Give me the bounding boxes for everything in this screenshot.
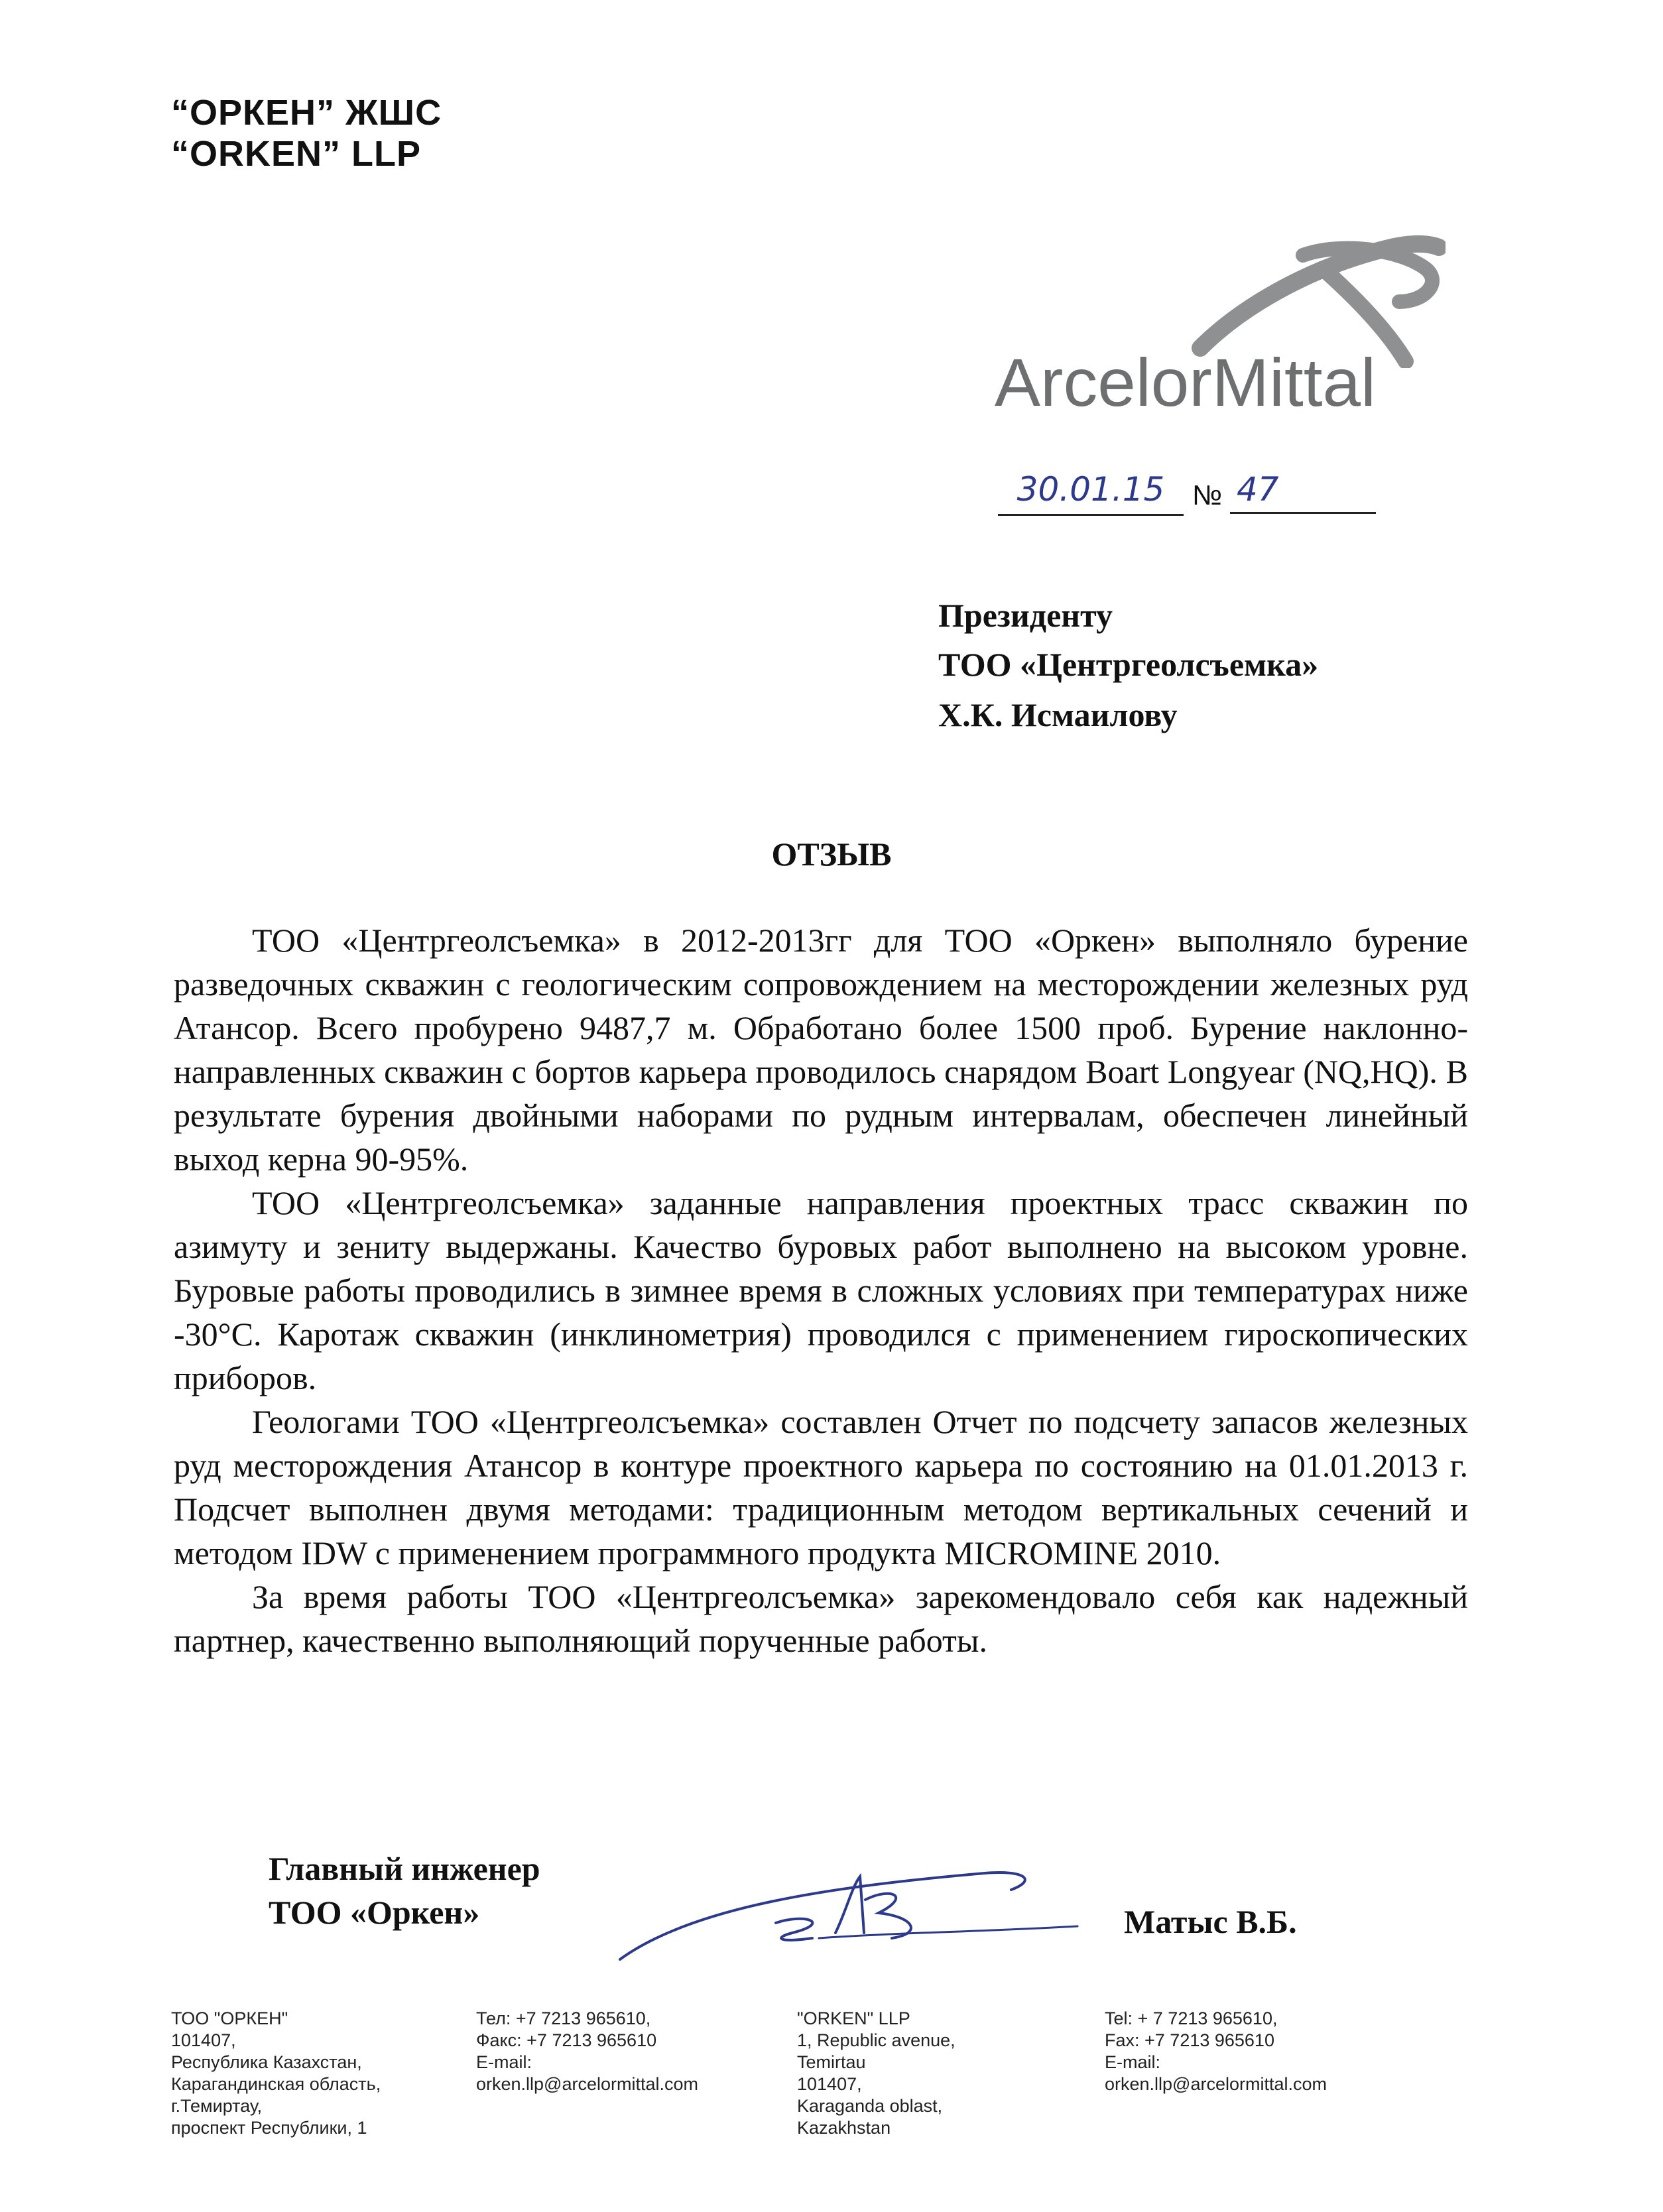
- footer-line: Kazakhstan: [797, 2118, 891, 2138]
- footer-line: E-mail:: [1105, 2052, 1161, 2072]
- document-title: ОТЗЫВ: [771, 835, 892, 873]
- paragraph: Геологами ТОО «Центргеолсъемка» составлен Отчет по подсчету запасов железных руд месторождения Атансор в контуре проектного карьера по состоянию на 01.01.2013 г. Подсчет выполнен двумя методами: традиционным методом вертикальных сечений и методом IDW с применением программного продукта MICROMINE 2010.: [174, 1403, 1468, 1571]
- signer-position: Главный инженер: [269, 1850, 540, 1887]
- company-name-en: “ORKEN” LLP: [171, 134, 422, 174]
- registration-date: 30.01.15: [998, 467, 1184, 516]
- company-name-kz: “ОРКЕН” ЖШС: [171, 93, 442, 133]
- paragraph: За время работы ТОО «Центргеолсъемка» зарекомендовало себя как надежный партнер, качественно выполняющий порученные работы.: [174, 1578, 1468, 1659]
- footer-line: Тел: +7 7213 965610,: [476, 2008, 651, 2028]
- addressee-name: Х.К. Исмаилову: [938, 696, 1178, 733]
- footer-line: Karaganda oblast,: [797, 2096, 943, 2116]
- footer-contacts-en: [1105, 2008, 1327, 2095]
- addressee-position: Президенту: [938, 597, 1113, 634]
- footer-line: E-mail:: [476, 2052, 532, 2072]
- signer-organization: ТОО «Оркен»: [269, 1894, 480, 1931]
- paragraph: ТОО «Центргеолсъемка» заданные направления проектных трасс скважин по азимуту и зениту выдержаны. Качество буровых работ выполнено на высоком уровне. Буровые работы проводились в зимнее время в сложных условиях при температурах ниже -30°С. Каротаж скважин (инклинометрия) проводился с применением гироскопических приборов.: [174, 1184, 1468, 1396]
- footer-line: проспект Республики, 1: [171, 2118, 367, 2138]
- signer-name: Матыс В.Б.: [1124, 1903, 1297, 1940]
- footer-address-ru: [171, 2008, 381, 2139]
- document-body: [174, 918, 1468, 1662]
- footer-email-link[interactable]: orken.llp@arcelormittal.com: [1105, 2074, 1327, 2094]
- arcelormittal-wordmark: [995, 345, 1392, 418]
- brand-name: ArcelorMittal: [995, 345, 1376, 418]
- paragraph: ТОО «Центргеолсъемка» в 2012-2013гг для ТОО «Оркен» выполняло бурение разведочных скважин с геологическим сопровождением на месторождении железных руд Атансор. Всего пробурено 9487,7 м. Обработано более 1500 проб. Бурение наклонно-направленных скважин с бортов карьера проводилось снарядом Boart Longyear (NQ,HQ). В результате бурения двойными наборами по рудным интервалам, обеспечен линейный выход керна 90-95%.: [174, 922, 1468, 1178]
- footer-email-link[interactable]: orken.llp@arcelormittal.com: [476, 2074, 699, 2094]
- footer-line: 101407,: [797, 2074, 862, 2094]
- footer-line: ТОО "ОРКЕН": [171, 2008, 288, 2028]
- footer-line: Temirtau: [797, 2052, 866, 2072]
- footer-address-en: [797, 2008, 955, 2139]
- footer-line: "ORKEN" LLP: [797, 2008, 910, 2028]
- footer-contacts-ru: [476, 2008, 698, 2095]
- footer-line: Карагандинская область,: [171, 2074, 381, 2094]
- footer-line: Tel: + 7 7213 965610,: [1105, 2008, 1278, 2028]
- footer-line: 1, Republic avenue,: [797, 2030, 955, 2050]
- registration-number: 47: [1230, 467, 1376, 514]
- footer-line: Fax: +7 7213 965610: [1105, 2030, 1274, 2050]
- handwritten-signature: [613, 1860, 1091, 1973]
- number-label: №: [1192, 479, 1223, 511]
- footer-line: г.Темиртау,: [171, 2096, 263, 2116]
- footer-line: Республика Казахстан,: [171, 2052, 362, 2072]
- footer-line: Факс: +7 7213 965610: [476, 2030, 657, 2050]
- footer-line: 101407,: [171, 2030, 236, 2050]
- addressee-organization: ТОО «Центргеолсъемка»: [938, 646, 1319, 683]
